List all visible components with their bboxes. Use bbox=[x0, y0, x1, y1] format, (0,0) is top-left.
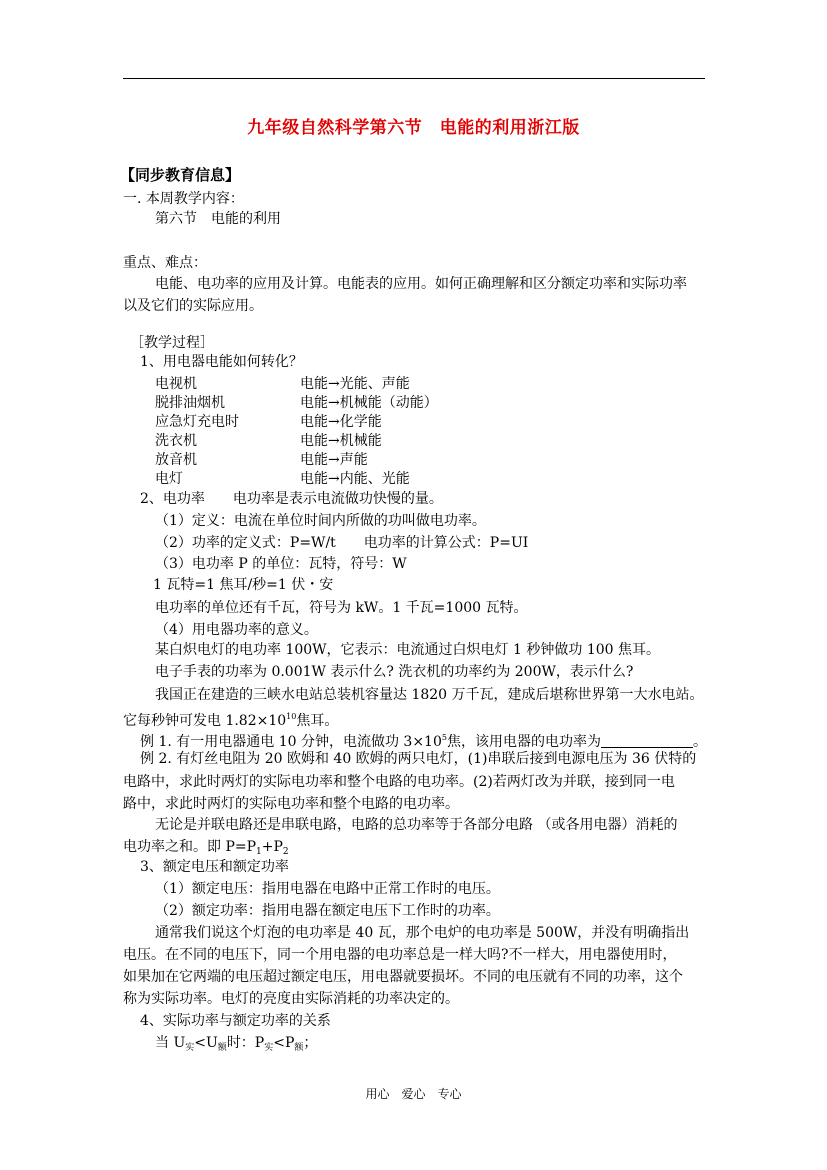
q2-unit: （3）电功率 P 的单位：瓦特，符号：W bbox=[155, 556, 407, 572]
conversion-result: 电能→声能 bbox=[300, 452, 368, 468]
conversion-result: 电能→机械能 bbox=[300, 433, 382, 449]
q2-dam-line1: 我国正在建造的三峡水电站总装机容量达 1820 万千瓦，建成后堪称世界第一大水电站。 bbox=[155, 687, 704, 703]
section-header: 【同步教育信息】 bbox=[120, 166, 241, 184]
conversion-result: 电能→化学能 bbox=[300, 414, 382, 430]
part1-heading: 一. 本周教学内容： bbox=[123, 191, 244, 207]
conversion-result: 电能→光能、声能 bbox=[300, 376, 410, 392]
q1-heading: 1、用电器电能如何转化？ bbox=[140, 354, 303, 370]
conversion-device: 脱排油烟机 bbox=[155, 395, 225, 411]
example-2-line1: 例 2. 有灯丝电阻为 20 欧姆和 40 欧姆的两只电灯，(1)串联后接到电源电压为 36 伏特的 bbox=[140, 751, 697, 767]
q3-rated-power: （2）额定功率：指用电器在额定电压下工作时的功率。 bbox=[155, 903, 500, 919]
q4-heading: 4、实际功率与额定功率的关系 bbox=[140, 1013, 331, 1029]
conversion-device: 放音机 bbox=[155, 452, 197, 468]
q2-dam-line2: 它每秒钟可发电 $1.82\times 10^{10}$焦耳。 bbox=[123, 712, 339, 729]
q2-lamp-example: 某白炽电灯的电功率 100W，它表示：电流通过白炽电灯 1 秒钟做功 100 焦耳。 bbox=[155, 642, 660, 658]
page-title: 九年级自然科学第六节 电能的利用浙江版 bbox=[247, 118, 580, 138]
process-heading: ［教学过程］ bbox=[130, 335, 214, 351]
q3-heading: 3、额定电压和额定功率 bbox=[140, 859, 289, 875]
conversion-device: 洗衣机 bbox=[155, 433, 197, 449]
conversion-device: 电灯 bbox=[155, 471, 183, 487]
answer-blank[interactable] bbox=[601, 733, 693, 748]
q3-text-line4: 称为实际功率。电灯的亮度由实际消耗的功率决定的。 bbox=[123, 991, 459, 1007]
q3-text-line3: 如果加在它两端的电压超过额定电压，用电器就要损坏。不同的电压就有不同的功率，这个 bbox=[123, 969, 683, 985]
conversion-result: 电能→机械能（动能） bbox=[300, 395, 438, 411]
total-power-line1: 无论是并联电路还是串联电路，电路的总功率等于各部分电路 （或各用电器）消耗的 bbox=[155, 817, 678, 833]
key-points-line1: 电能、电功率的应用及计算。电能表的应用。如何正确理解和区分额定功率和实际功率 bbox=[155, 276, 687, 292]
q3-text-line1: 通常我们说这个灯泡的电功率是 40 瓦，那个电炉的电功率是 500W，并没有明确指出 bbox=[155, 925, 690, 941]
q3-rated-voltage: （1）额定电压：指用电器在电路中正常工作时的电压。 bbox=[155, 881, 500, 897]
q2-heading: 2、电功率 电功率是表示电流做功快慢的量。 bbox=[140, 491, 443, 507]
q2-kilowatt: 电功率的单位还有千瓦，符号为 kW。1 千瓦=1000 瓦特。 bbox=[155, 600, 528, 616]
q3-text-line2: 电压。在不同的电压下，同一个用电器的电功率总是一样大吗?不一样大，用电器使用时， bbox=[123, 947, 677, 963]
q2-unit-conversion: 1 瓦特=1 焦耳/秒=1 伏・安 bbox=[153, 577, 334, 593]
q2-definition: （1）定义：电流在单位时间内所做的功叫做电功率。 bbox=[155, 513, 486, 529]
q4-relation-line1: 当 $U_实<U_额$时：$P_实<P_额$； bbox=[155, 1035, 318, 1053]
conversion-result: 电能→内能、光能 bbox=[300, 471, 410, 487]
example-2-line3: 路中，求此时两灯的实际电功率和整个电路的电功率。 bbox=[123, 796, 459, 812]
q2-formula: （2）功率的定义式：P=W/t 电功率的计算公式：P=UI bbox=[155, 535, 529, 551]
header-rule bbox=[123, 78, 705, 79]
key-points-line2: 以及它们的实际应用。 bbox=[123, 298, 263, 314]
conversion-device: 应急灯充电时 bbox=[155, 414, 239, 430]
q2-meaning: （4）用电器功率的意义。 bbox=[155, 622, 318, 638]
example-1: 例 1. 有一用电器通电 10 分钟，电流做功 $3\times 10^5$焦，该用电器的电功率为 。 bbox=[140, 733, 707, 750]
q2-watch-question: 电子手表的功率为 0.001W 表示什么? 洗衣机的功率约为 200W，表示什么? bbox=[155, 664, 634, 680]
key-points-heading: 重点、难点： bbox=[123, 255, 207, 271]
conversion-device: 电视机 bbox=[155, 376, 197, 392]
page-footer: 用心 爱心 专心 bbox=[365, 1087, 462, 1101]
example-2-line2: 电路中，求此时两灯的实际电功率和整个电路的电功率。(2)若两灯改为并联，接到同一电 bbox=[123, 774, 675, 790]
total-power-line2: 电功率之和。即 $P=P_1+P_2$ bbox=[123, 839, 289, 857]
part1-content: 第六节 电能的利用 bbox=[155, 211, 281, 227]
